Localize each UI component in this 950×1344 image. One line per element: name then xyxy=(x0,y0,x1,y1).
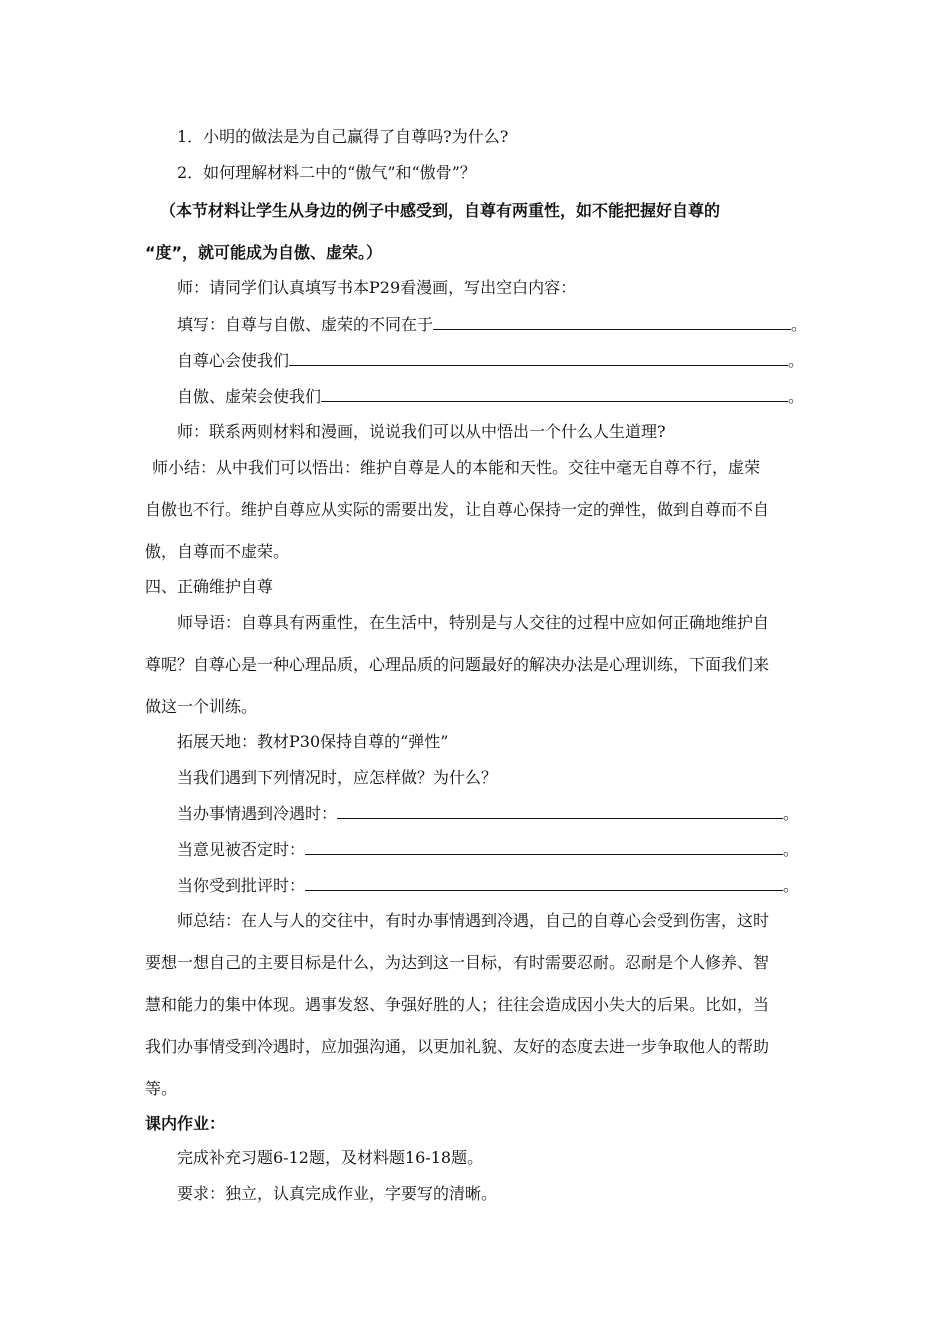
summary-line-2: 自傲也不行。维护自尊应从实际的需要出发，让自尊心保持一定的弹性，做到自尊而不自 xyxy=(145,500,770,519)
period: 。 xyxy=(783,804,800,823)
summary-line-1: 师小结：从中我们可以悟出：维护自尊是人的本能和天性。交往中毫无自尊不行，虚荣 xyxy=(152,458,761,477)
homework-task: 完成补充习题6-12题，及材料题16-18题。 xyxy=(177,1148,484,1167)
period: 。 xyxy=(783,876,800,895)
conclusion-line-2: 要想一想自己的主要目标是什么，为达到这一目标，有时需要忍耐。忍耐是个人修养、智 xyxy=(145,953,770,972)
teacher-question: 师：联系两则材料和漫画，说说我们可以从中悟出一个什么人生道理? xyxy=(177,422,666,441)
fill-line-2 xyxy=(177,350,804,372)
guide-line-3: 做这一个训练。 xyxy=(145,697,258,716)
period: 。 xyxy=(783,840,800,859)
situation-line-3 xyxy=(177,875,799,897)
conclusion-line-4: 我们办事情受到冷遇时，应加强沟通，以更加礼貌、友好的态度去进一步争取他人的帮助 xyxy=(145,1037,770,1056)
homework-requirement: 要求：独立，认真完成作业，字要写的清晰。 xyxy=(177,1184,498,1203)
period: 。 xyxy=(791,315,808,334)
situation-question: 当我们遇到下列情况时，应怎样做？为什么？ xyxy=(177,768,498,787)
summary-line-3: 傲，自尊而不虚荣。 xyxy=(145,542,290,561)
situation-blank-3[interactable] xyxy=(305,875,783,891)
guide-line-1: 师导语：自尊具有两重性，在生活中，特别是与人交往的过程中应如何正确地维护自 xyxy=(177,613,770,632)
fill-blank-3[interactable] xyxy=(321,386,788,402)
fill-line-3 xyxy=(177,386,804,408)
guide-line-2: 尊呢？自尊心是一种心理品质，心理品质的问题最好的解决办法是心理训练，下面我们来 xyxy=(145,655,770,674)
section-heading-4: 四、正确维护自尊 xyxy=(145,577,274,596)
conclusion-line-1: 师总结：在人与人的交往中，有时办事情遇到冷遇，自己的自尊心会受到伤害，这时 xyxy=(177,911,770,930)
situation-label-1: 当办事情遇到冷遇时： xyxy=(177,804,338,823)
situation-line-1 xyxy=(177,803,799,825)
teaching-note-line-1: （本节材料让学生从身边的例子中感受到，自尊有两重性，如不能把握好自尊的 xyxy=(160,201,721,220)
conclusion-line-5: 等。 xyxy=(145,1079,178,1098)
situation-label-2: 当意见被否定时： xyxy=(177,840,306,859)
teaching-note-line-2: “度”，就可能成为自傲、虚荣。） xyxy=(145,243,383,262)
teacher-prompt: 师：请同学们认真填写书本P29看漫画，写出空白内容： xyxy=(177,278,577,297)
fill-label-1: 填写：自尊与自傲、虚荣的不同在于 xyxy=(177,315,434,334)
fill-label-2: 自尊心会使我们 xyxy=(177,351,290,370)
period: 。 xyxy=(788,351,805,370)
fill-line-1 xyxy=(177,314,807,336)
situation-label-3: 当你受到批评时： xyxy=(177,876,306,895)
period: 。 xyxy=(788,387,805,406)
fill-label-3: 自傲、虚荣会使我们 xyxy=(177,387,322,406)
fill-blank-1[interactable] xyxy=(433,314,791,330)
fill-blank-2[interactable] xyxy=(289,350,788,366)
situation-blank-1[interactable] xyxy=(337,803,783,819)
homework-heading: 课内作业： xyxy=(145,1114,226,1133)
question-1: 1．小明的做法是为自己赢得了自尊吗?为什么? xyxy=(177,127,509,146)
question-2: 2．如何理解材料二中的“傲气”和“傲骨”？ xyxy=(177,163,476,182)
conclusion-line-3: 慧和能力的集中体现。遇事发怒、争强好胜的人；往往会造成因小失大的后果。比如，当 xyxy=(145,995,770,1014)
expand-activity: 拓展天地：教材P30保持自尊的“弹性” xyxy=(177,732,449,751)
situation-blank-2[interactable] xyxy=(305,839,783,855)
situation-line-2 xyxy=(177,839,799,861)
